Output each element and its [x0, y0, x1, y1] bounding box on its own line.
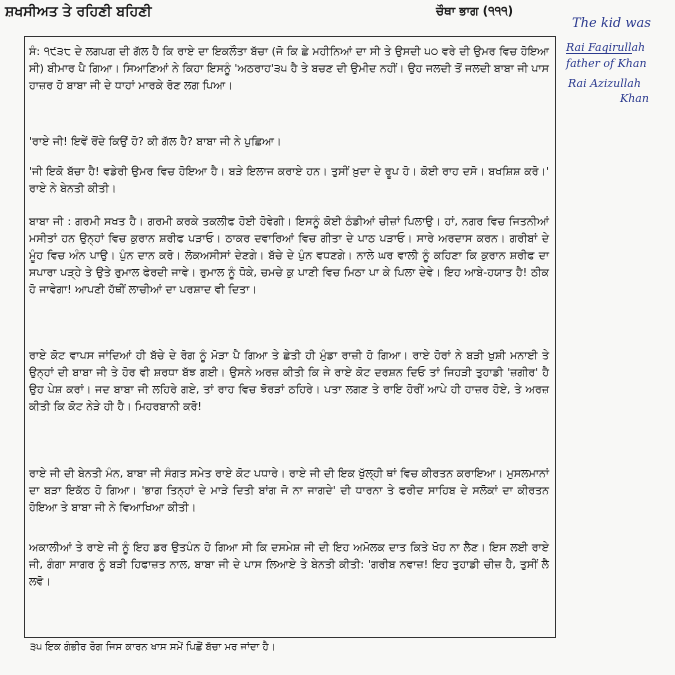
book-header-right: ਚੌਥਾ ਭਾਗ (੧੧੧): [436, 4, 514, 18]
paragraph-7: ਅਕਾਲੀਆਂ ਤੇ ਰਾਏ ਜੀ ਨੂੰ ਇਹ ਡਰ ਉਤਪੰਨ ਹੋ ਗਿਆ ਸੀ ਕਿ ਦਸਮੇਸ਼ ਜੀ ਦੀ ਇਹ ਅਮੋਲਕ ਦਾਤ ਕਿਤੇ ਖੋਹ ਨਾ ਲੈਣ। ਇਸ ਲਈ ਰਾਏ ਜੀ, ਗੰਗਾ ਸਾਗਰ ਨੂੰ ਬੜੀ ਹਿਫਾਜ਼ਤ ਨਾਲ, ਬਾਬਾ ਜੀ ਦੇ ਪਾਸ ਲਿਆਏ ਤੇ ਬੇਨਤੀ ਕੀਤੀ: 'ਗਰੀਬ ਨਵਾਜ਼! ਇਹ ਤੁਹਾਡੀ ਚੀਜ਼ ਹੈ, ਤੁਸੀਂ ਲੈ ਲਵੋ।: [29, 541, 549, 588]
handwritten-note-line5: Khan: [620, 92, 649, 105]
handwritten-note-line3: father of Khan: [566, 57, 647, 70]
footnote: ੩੫ ਇਕ ਗੰਭੀਰ ਰੋਗ ਜਿਸ ਕਾਰਨ ਖਾਸ ਸਮੇਂ ਪਿਛੋਂ ਬੱਚਾ ਮਰ ਜਾਂਦਾ ਹੈ।: [30, 642, 276, 653]
book-header-left: ਸ਼ਖਸੀਅਤ ਤੇ ਰਹਿਣੀ ਬਹਿਣੀ: [5, 4, 152, 20]
paragraph-2: 'ਰਾਏ ਜੀ! ਇਵੇਂ ਰੋਂਦੇ ਕਿਉਂ ਹੋ? ਕੀ ਗੱਲ ਹੈ? ਬਾਬਾ ਜੀ ਨੇ ਪੁਛਿਆ।: [29, 135, 282, 148]
handwritten-note-line4: Rai Azizullah: [568, 77, 641, 90]
paragraph-4: ਬਾਬਾ ਜੀ : ਗਰਮੀ ਸਖਤ ਹੈ। ਗਰਮੀ ਕਰਕੇ ਤਕਲੀਫ ਹੋਈ ਹੋਵੇਗੀ। ਇਸਨੂੰ ਕੋਈ ਠੰਡੀਆਂ ਚੀਜ਼ਾਂ ਪਿਲਾਉ। ਹਾਂ, ਨਗਰ ਵਿਚ ਜਿਤਨੀਆਂ ਮਸੀਤਾਂ ਹਨ ਉਨ੍ਹਾਂ ਵਿਚ ਕੁਰਾਨ ਸ਼ਰੀਫ ਪੜਾਓ। ਠਾਕਰ ਦਵਾਰਿਆਂ ਵਿਚ ਗੀਤਾ ਦੇ ਪਾਠ ਪੜਾਓ। ਸਾਰੇ ਅਰਦਾਸ ਕਰਨ। ਗਰੀਬਾਂ ਦੇ ਮੂੰਹ ਵਿਚ ਅੰਨ ਪਾਉ। ਪੁੰਨ ਦਾਨ ਕਰੋ। ਲੋਕਅਸੀਸਾਂ ਦੇਣਗੇ। ਬੱਚੇ ਦੇ ਪੁੰਨ ਵਧਣਗੇ। ਨਾਲੇ ਘਰ ਵਾਲੀ ਨੂੰ ਕਹਿਣਾ ਕਿ ਕੁਰਾਨ ਸ਼ਰੀਫ ਦਾ ਸਪਾਰਾ ਪੜ੍ਹੇ ਤੇ ਉਤੇ ਰੁਮਾਲ ਫੇਰਦੀ ਜਾਵੇ। ਰੁਮਾਲ ਨੂੰ ਧੋਕੇ, ਚਮਚੇ ਕੁ ਪਾਣੀ ਵਿਚ ਮਿਠਾ ਪਾ ਕੇ ਪਿਲਾ ਦੇਵੇ। ਇਹ ਆਬੇ-ਹਯਾਤ ਹੈ! ਠੀਕ ਹੋ ਜਾਵੇਗਾ! ਆਪਣੀ ਹੱਥੀਂ ਲਾਚੀਆਂ ਦਾ ਪਰਸ਼ਾਦ ਵੀ ਦਿਤਾ।: [29, 215, 549, 296]
paragraph-1: ਸੰ: ੧੯੩੮ ਦੇ ਲਗਪਗ ਦੀ ਗੱਲ ਹੈ ਕਿ ਰਾਏ ਦਾ ਇਕਲੌਤਾ ਬੱਚਾ (ਜੋ ਕਿ ਛੇ ਮਹੀਨਿਆਂ ਦਾ ਸੀ ਤੇ ਉਸਦੀ ੫੦ ਵਰੇ ਦੀ ਉਮਰ ਵਿਚ ਹੋਇਆ ਸੀ) ਬੀਮਾਰ ਪੈ ਗਿਆ। ਸਿਆਣਿਆਂ ਨੇ ਕਿਹਾ ਇਸਨੂੰ 'ਅਠਰਾਹ'੩੫ ਹੈ ਤੇ ਬਚਣ ਦੀ ਉਮੀਦ ਨਹੀਂ। ਉਹ ਜਲਦੀ ਤੋਂ ਜਲਦੀ ਬਾਬਾ ਜੀ ਪਾਸ ਹਾਜ਼ਰ ਹੋ ਬਾਬਾ ਜੀ ਦੇ ਧਾਹਾਂ ਮਾਰਕੇ ਰੋਣ ਲਗ ਪਿਆ।: [29, 45, 549, 92]
paragraph-6: ਰਾਏ ਜੀ ਦੀ ਬੇਨਤੀ ਮੰਨ, ਬਾਬਾ ਜੀ ਸੰਗਤ ਸਮੇਤ ਰਾਏ ਕੋਟ ਪਧਾਰੇ। ਰਾਏ ਜੀ ਦੀ ਇਕ ਖੁੱਲ੍ਹੀ ਥਾਂ ਵਿਚ ਕੀਰਤਨ ਕਰਾਇਆ। ਮੁਸਲਮਾਨਾਂ ਦਾ ਬੜਾ ਇਕੱਠ ਹੋ ਗਿਆ। 'ਭਾਗ ਤਿਨ੍ਹਾਂ ਦੇ ਮਾੜੇ ਦਿਤੀ ਬਾਂਗ ਜੋ ਨਾ ਜਾਗਦੇ' ਦੀ ਧਾਰਨਾ ਤੇ ਫਰੀਦ ਸਾਹਿਬ ਦੇ ਸਲੋਕਾਂ ਦਾ ਕੀਰਤਨ ਹੋਇਆ ਤੇ ਬਾਬਾ ਜੀ ਨੇ ਵਿਆਖਿਆ ਕੀਤੀ।: [29, 467, 549, 514]
paragraph-3: 'ਜੀ ਇਕੋ ਬੱਚਾ ਹੈ! ਵਡੇਰੀ ਉਮਰ ਵਿਚ ਹੋਇਆ ਹੈ। ਬੜੇ ਇਲਾਜ ਕਰਾਏ ਹਨ। ਤੁਸੀਂ ਖ਼ੁਦਾ ਦੇ ਰੂਪ ਹੋ। ਕੋਈ ਰਾਹ ਦਸੋ। ਬਖਸ਼ਿਸ਼ ਕਰੋ।' ਰਾਏ ਨੇ ਬੇਨਤੀ ਕੀਤੀ।: [29, 165, 549, 195]
paragraph-5: ਰਾਏ ਕੋਟ ਵਾਪਸ ਜਾਂਦਿਆਂ ਹੀ ਬੱਚੇ ਦੇ ਰੋਗ ਨੂੰ ਮੋੜਾ ਪੈ ਗਿਆ ਤੇ ਛੇਤੀ ਹੀ ਮੁੰਡਾ ਰਾਜ਼ੀ ਹੋ ਗਿਆ। ਰਾਏ ਹੋਰਾਂ ਨੇ ਬੜੀ ਖੁਸ਼ੀ ਮਨਾਈ ਤੇ ਉਨ੍ਹਾਂ ਦੀ ਬਾਬਾ ਜੀ ਤੇ ਹੋਰ ਵੀ ਸ਼ਰਧਾ ਬੱਝ ਗਈ। ਉਸਨੇ ਅਰਜ਼ ਕੀਤੀ ਕਿ ਜੇ ਰਾਏ ਕੋਟ ਦਰਸ਼ਨ ਦਿਓ ਤਾਂ ਜਿਹੜੀ ਤੁਹਾਡੀ 'ਜ਼ਗੀਰ' ਹੈ ਉਹ ਪੇਸ਼ ਕਰਾਂ। ਜਦ ਬਾਬਾ ਜੀ ਲਹਿਰੇ ਗਏ, ਤਾਂ ਰਾਹ ਵਿਚ ਝੋਰੜਾਂ ਠਹਿਰੇ। ਪਤਾ ਲਗਣ ਤੇ ਰਾਇ ਹੋਰੀਂ ਆਪੇ ਹੀ ਹਾਜ਼ਰ ਹੋਏ, ਤੇ ਅਰਜ਼ ਕੀਤੀ ਕਿ ਕੋਟ ਨੇੜੇ ਹੀ ਹੈ। ਮਿਹਰਬਾਨੀ ਕਰੋ!: [29, 349, 549, 413]
handwritten-note-line1: The kid was: [572, 16, 651, 31]
text-frame: [24, 36, 556, 638]
handwritten-underline: [566, 53, 632, 54]
handwritten-note-line2: Rai Faqirullah: [566, 41, 646, 54]
